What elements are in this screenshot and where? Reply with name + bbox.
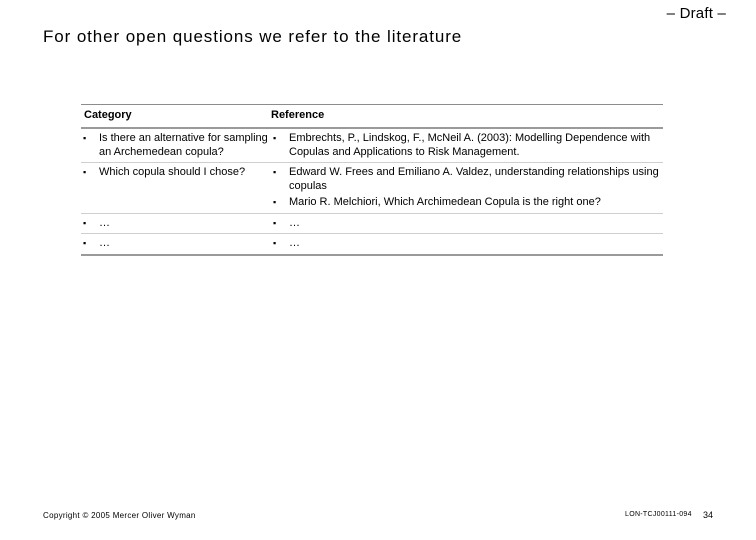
reference-cell xyxy=(271,129,663,162)
reference-cell xyxy=(271,214,663,234)
table-header-row xyxy=(81,104,663,129)
category-text: … xyxy=(99,237,110,249)
column-header-category: Category xyxy=(84,109,132,122)
reference-text: Embrechts, P., Lindskog, F., McNeil A. (2003): Modelling Dependence with Copulas and Applications to Risk Management. xyxy=(289,132,651,158)
reference-text: … xyxy=(289,216,300,229)
bullet-icon: ▪ xyxy=(273,197,277,207)
category-cell xyxy=(81,163,271,213)
bullet-icon: ▪ xyxy=(83,217,87,228)
copyright-text: Copyright © 2005 Mercer Oliver Wyman xyxy=(43,511,196,520)
draft-label: – Draft – xyxy=(666,5,726,22)
category-cell xyxy=(81,214,271,234)
table-row xyxy=(81,234,663,256)
table-row xyxy=(81,129,663,163)
table-row xyxy=(81,163,663,214)
bullet-icon: ▪ xyxy=(273,167,277,177)
page-title: For other open questions we refer to the literature xyxy=(43,27,463,46)
reference-table xyxy=(81,104,663,256)
reference-text: … xyxy=(289,237,300,249)
table-row xyxy=(81,214,663,235)
category-text: Is there an alternative for sampling an Archemedean copula? xyxy=(99,132,268,158)
reference-cell xyxy=(271,163,663,213)
reference-cell xyxy=(271,234,663,254)
bullet-icon: ▪ xyxy=(273,133,277,143)
bullet-icon: ▪ xyxy=(273,217,277,228)
category-cell xyxy=(81,234,271,254)
category-cell xyxy=(81,129,271,162)
page-number: 34 xyxy=(703,510,714,520)
bullet-icon: ▪ xyxy=(83,238,87,248)
reference-text: Edward W. Frees and Emiliano A. Valdez, understanding relationships using copulas xyxy=(289,166,659,192)
document-code: LON-TCJ00111-094 xyxy=(625,511,692,518)
column-header-reference: Reference xyxy=(271,109,325,122)
bullet-icon: ▪ xyxy=(273,238,277,248)
reference-text: Mario R. Melchiori, Which Archimedean Copula is the right one? xyxy=(289,196,601,208)
category-text: … xyxy=(99,216,110,229)
category-text: Which copula should I chose? xyxy=(99,166,246,178)
bullet-icon: ▪ xyxy=(83,167,87,177)
bullet-icon: ▪ xyxy=(83,133,87,143)
